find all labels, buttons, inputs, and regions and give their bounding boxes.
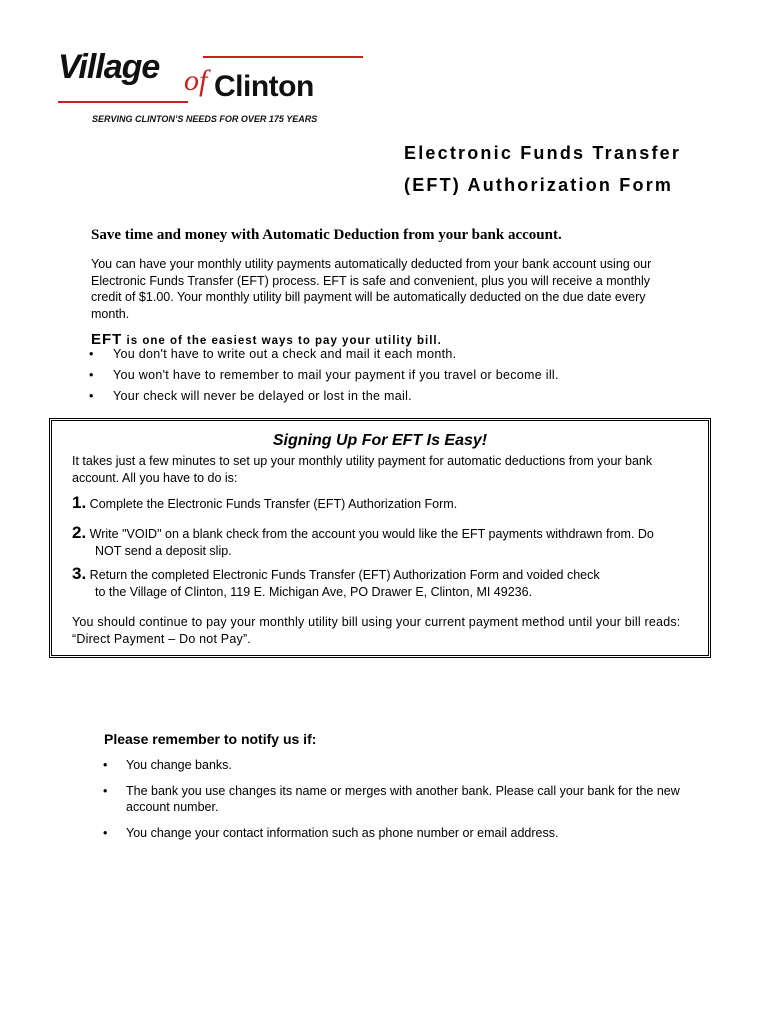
bullet-icon: • bbox=[89, 389, 94, 403]
bullet-icon: • bbox=[103, 825, 108, 840]
remember-heading: Please remember to notify us if: bbox=[104, 731, 317, 747]
notify-text: You change your contact information such as phone number or email address. bbox=[126, 825, 559, 840]
bullet-icon: • bbox=[103, 758, 108, 772]
logo-clinton-text: Clinton bbox=[214, 70, 314, 103]
signup-box-title: Signing Up For EFT Is Easy! bbox=[272, 432, 488, 449]
form-title bbox=[404, 137, 681, 201]
list-item bbox=[103, 825, 703, 842]
step-2 bbox=[72, 525, 692, 559]
logo-tagline: SERVING CLINTON’S NEEDS FOR OVER 175 YEARS bbox=[92, 114, 318, 124]
benefit-text: You won't have to remember to mail your payment if you travel or become ill. bbox=[113, 368, 559, 382]
step-text: Complete the Electronic Funds Transfer (EFT) Authorization Form. bbox=[89, 497, 458, 511]
step-number: 3. bbox=[72, 564, 87, 583]
logo-line-bottom bbox=[58, 101, 188, 103]
benefits-list bbox=[89, 346, 559, 409]
form-title-line1: Electronic Funds Transfer bbox=[404, 143, 682, 163]
list-item bbox=[89, 346, 559, 367]
step-text: Write "VOID" on a blank check from the account you would like the EFT payments withdrawn from. Do bbox=[89, 527, 654, 541]
signup-box-outro: You should continue to pay your monthly utility bill using your current payment method until your bill reads: “Direct Payment – Do not Pay”. bbox=[72, 615, 681, 646]
bullet-icon: • bbox=[89, 368, 94, 382]
step-number: 1. bbox=[72, 493, 87, 512]
step-number: 2. bbox=[72, 523, 87, 542]
bullet-icon: • bbox=[103, 783, 108, 798]
eft-heading-big: EFT bbox=[91, 331, 123, 348]
signup-box-intro: It takes just a few minutes to set up your monthly utility payment for automatic deductions from your bank account. All you have to do is: bbox=[72, 454, 653, 485]
list-item bbox=[89, 388, 559, 409]
step-text-continued: to the Village of Clinton, 119 E. Michigan Ave, PO Drawer E, Clinton, MI 49236. bbox=[95, 584, 533, 599]
intro-paragraph: You can have your monthly utility payments automatically deducted from your bank account using our Electronic Funds Transfer (EFT) process. EFT is safe and convenient, plus you will receive a monthly credit of $1.00. Your monthly utility bill payment will be automatically deducted on the due date every month. bbox=[91, 257, 652, 321]
notify-list bbox=[103, 757, 703, 841]
list-item bbox=[103, 757, 703, 774]
step-1 bbox=[72, 495, 692, 513]
logo-village-text: Village bbox=[58, 48, 160, 86]
village-logo bbox=[58, 46, 368, 136]
list-item bbox=[89, 367, 559, 388]
bullet-icon: • bbox=[89, 347, 94, 361]
eft-heading-rest: is one of the easiest ways to pay your utility bill. bbox=[122, 335, 442, 347]
notify-text: The bank you use changes its name or merges with another bank. Please call your bank for the new account number. bbox=[126, 783, 680, 814]
benefit-text: Your check will never be delayed or lost in the mail. bbox=[113, 389, 412, 403]
benefit-text: You don't have to write out a check and mail it each month. bbox=[113, 347, 457, 361]
signup-box bbox=[49, 418, 711, 658]
logo-line-top bbox=[203, 56, 363, 58]
form-title-line2: (EFT) Authorization Form bbox=[404, 175, 674, 195]
step-text-continued: NOT send a deposit slip. bbox=[95, 543, 232, 558]
notify-text: You change banks. bbox=[126, 758, 232, 772]
step-text: Return the completed Electronic Funds Transfer (EFT) Authorization Form and voided check bbox=[89, 568, 600, 582]
save-heading: Save time and money with Automatic Deduction from your bank account. bbox=[91, 227, 562, 243]
list-item bbox=[103, 783, 703, 816]
logo-of-text: of bbox=[184, 64, 208, 97]
step-3 bbox=[72, 566, 692, 600]
